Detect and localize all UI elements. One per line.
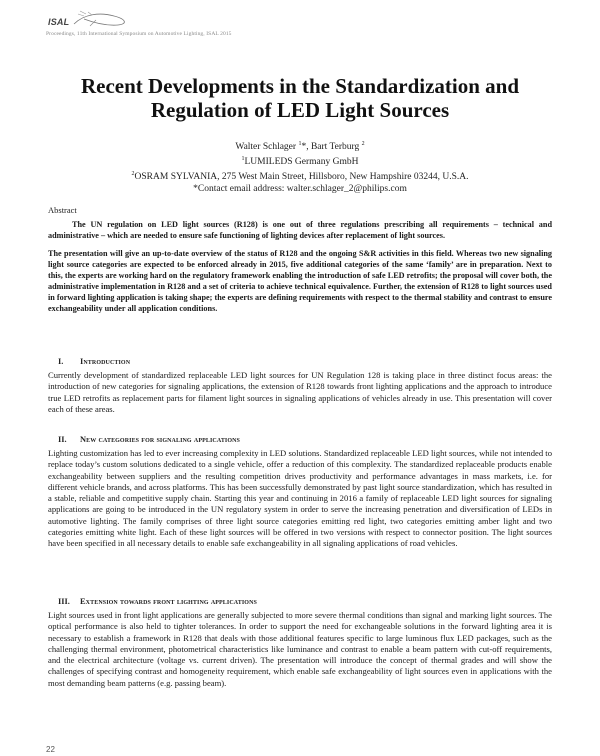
proceedings-line: Proceedings, 11th International Symposium on Automotive Lighting, ISAL 2015: [46, 31, 232, 37]
section-number: III.: [58, 597, 70, 606]
page-number: 22: [46, 745, 55, 754]
conference-logo: [48, 10, 69, 28]
section-heading-front-lighting: [58, 597, 257, 606]
section-body-front-lighting: Light sources used in front light applications are generally subjected to more severe thermal conditions than signal and marking light sources. The optical performance is also held to tighter tolerances. In order to support the need for exchangeable solutions in the forward lighting area it is necessary to establish a framework in R128 that deals with those additional features specific to large luminous flux LED packages, such as the challenging thermal environment, photometrical characteristics like luminance and contrast to enable a beam pattern with cut-off requirements, and the electrical architecture (voltage vs. current driven). The presentation will introduce the concept of thermal grades and will show the challenges of specifying contrast and homogeneity requirement, which enable safe exchangeability of light sources even in applications with the most demanding beam patterns (e.g. passing beam).: [48, 610, 552, 688]
logo-text: ISAL: [48, 17, 70, 27]
abstract-label: Abstract: [48, 205, 77, 215]
author-names: Walter Schlager $^1$*, Bart Terburg $^2$: [235, 141, 365, 153]
abstract-paragraph-2: The presentation will give an up-to-date overview of the status of R128 and the ongoing S&R activities in this field. Whereas two new signaling light source categories are expected to be enforced already in 2015, five additional categories of the same ‘family’ are in preparation. Next to this, the experts are working hard on the regulatory framework enabling the introduction of safe LED retrofits; the proposal will cover both, the administrative implementation in R128 and a set of criteria to achieve technical equivalence. Further, the extension of R128 to light sources used in forward lighting application is taking shape; the experts are defining requirements with respect to the thermal stability and contrast to ensure exchangeability under all application conditions.: [48, 249, 552, 313]
section-number: I.: [58, 357, 64, 366]
abstract-paragraph-1: The UN regulation on LED light sources (R128) is one out of three regulations prescribing all requirements – technical and administrative – which are needed to ensure safe functioning of lighting devices after replacement of light sources.: [48, 220, 552, 240]
section-body-new-categories: Lighting customization has led to ever increasing complexity in LED solutions. Standardized replaceable LED light sources, while not intended to replace today’s custom solutions dedicated to a single vehicle, offer a reduction of this complexity. The standardized replaceable products enable exchangeability between suppliers and the resulting competition drives productivity and performance advantages in mass markets, i.e. for different vehicle brands, and across platforms. This has been successfully demonstrated by past light source standardization, which has resulted in a stable, reliable and competitive supply chain. Starting this year and continuing in 2016 a family of replaceable LED light sources for signaling applications are going to be introduced in the UN regulatory system in order to serve the increasing penetration and diversification of LEDs in automotive lighting. The family comprises of three light source categories emitting red light, two categories emitting amber light and two categories emitting white light. Each of these light sources will be offered in two versions with respect to connector position. The light sources have been specified in all necessary details to enable safe exchangeability in all signaling applications of road vehicles.: [48, 448, 552, 549]
page-header: [46, 8, 306, 42]
contact-email: *Contact email address: walter.schlager_2@philips.com: [193, 184, 407, 195]
paper-title: [0, 74, 600, 122]
affiliation-1: $^1$LUMILEDS Germany GmbH: [241, 156, 359, 168]
authors-block: [0, 138, 600, 195]
section-title: Introduction: [80, 357, 131, 366]
title-line-2: Regulation of LED Light Sources: [150, 98, 450, 122]
section-number: II.: [58, 435, 67, 444]
affiliation-2: $^2$OSRAM SYLVANIA, 275 West Main Street, Hillsboro, New Hampshire 03244, U.S.A.: [131, 171, 469, 183]
section-body-introduction: Currently development of standardized replaceable LED light sources for UN Regulation 128 is taking place in three distinct focus areas: the introduction of new categories for signaling applications, the extension of R128 towards front lighting applications and the approach to introduce true LED retrofits as replacement parts for filament light sources in signaling applications of vehicles already in use. This presentation will cover each of these areas.: [48, 370, 552, 414]
section-title: Extension towards front lighting applications: [80, 597, 257, 606]
section-title: New categories for signaling applications: [80, 435, 240, 444]
headlight-beam-icon: [70, 10, 140, 28]
title-line-1: Recent Developments in the Standardization and: [80, 74, 520, 98]
section-heading-introduction: [58, 357, 130, 366]
section-heading-new-categories: [58, 435, 240, 444]
